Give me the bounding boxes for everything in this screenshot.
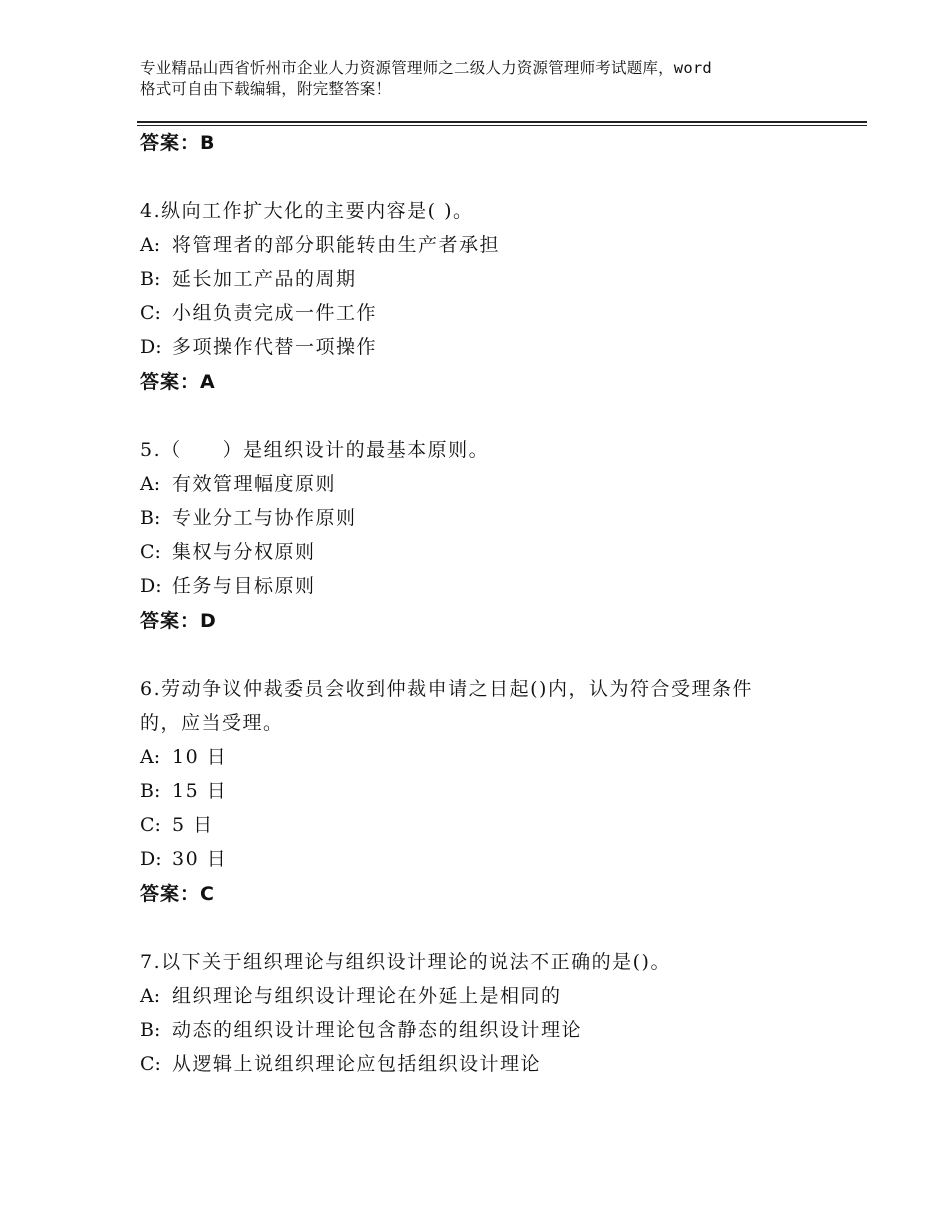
option-letter: C: <box>140 814 161 836</box>
question-7-option-c <box>140 1051 541 1077</box>
question-5-option-b <box>140 505 357 531</box>
option-text: 从逻辑上说组织理论应包括组织设计理论 <box>172 1053 542 1075</box>
question-6-option-c <box>140 812 214 838</box>
option-letter: D: <box>140 848 162 870</box>
question-5-option-c <box>140 539 316 565</box>
question-5-stem: 5.（ ）是组织设计的最基本原则。 <box>140 439 490 461</box>
question-4-stem: 4.纵向工作扩大化的主要内容是( )。 <box>140 200 474 222</box>
option-letter: C: <box>140 302 161 324</box>
question-4-option-b <box>140 266 357 292</box>
question-6-option-a <box>140 744 227 770</box>
header-divider-thin <box>137 125 867 126</box>
option-text: 将管理者的部分职能转由生产者承担 <box>172 234 501 256</box>
option-letter: B: <box>140 507 161 529</box>
option-letter: D: <box>140 336 162 358</box>
document-header <box>140 58 840 100</box>
option-text: 10 日 <box>172 746 228 768</box>
option-text: 延长加工产品的周期 <box>172 268 357 290</box>
answer-previous: 答案：B <box>140 132 216 154</box>
question-6-stem-line-1: 6.劳动争议仲裁委员会收到仲裁申请之日起()内，认为符合受理条件 <box>140 678 753 700</box>
option-letter: B: <box>140 780 161 802</box>
question-6-option-b <box>140 778 227 804</box>
option-text: 多项操作代替一项操作 <box>172 336 378 358</box>
option-text: 集权与分权原则 <box>172 541 316 563</box>
option-text: 30 日 <box>172 848 228 870</box>
option-letter: C: <box>140 541 161 563</box>
option-text: 15 日 <box>172 780 228 802</box>
option-text: 任务与目标原则 <box>172 575 316 597</box>
option-letter: B: <box>140 268 161 290</box>
question-5-answer: 答案：D <box>140 610 217 632</box>
question-7-option-a <box>140 983 562 1009</box>
option-letter: D: <box>140 575 162 597</box>
question-6-answer: 答案：C <box>140 883 215 905</box>
question-4-option-a <box>140 232 500 258</box>
question-5-option-a <box>140 471 336 497</box>
option-text: 有效管理幅度原则 <box>172 473 337 495</box>
question-7-stem: 7.以下关于组织理论与组织设计理论的说法不正确的是()。 <box>140 951 671 973</box>
option-text: 动态的组织设计理论包含静态的组织设计理论 <box>172 1019 583 1041</box>
option-text: 5 日 <box>172 814 214 836</box>
option-letter: A: <box>140 985 161 1007</box>
question-5-option-d <box>140 573 316 599</box>
option-letter: A: <box>140 746 161 768</box>
option-letter: B: <box>140 1019 161 1041</box>
question-4-option-c <box>140 300 377 326</box>
header-title-line-1: 专业精品山西省忻州市企业人力资源管理师之二级人力资源管理师考试题库，word <box>140 59 712 77</box>
question-6-stem-line-2: 的，应当受理。 <box>140 712 284 734</box>
option-text: 组织理论与组织设计理论在外延上是相同的 <box>172 985 562 1007</box>
header-title-line-2: 格式可自由下载编辑，附完整答案！ <box>140 80 392 98</box>
question-4-answer: 答案：A <box>140 371 216 393</box>
question-4-option-d <box>140 334 377 360</box>
header-divider-thick <box>137 121 867 123</box>
option-letter: A: <box>140 234 161 256</box>
option-letter: C: <box>140 1053 161 1075</box>
option-letter: A: <box>140 473 161 495</box>
option-text: 小组负责完成一件工作 <box>172 302 378 324</box>
question-7-option-b <box>140 1017 582 1043</box>
question-6-option-d <box>140 846 227 872</box>
option-text: 专业分工与协作原则 <box>172 507 357 529</box>
